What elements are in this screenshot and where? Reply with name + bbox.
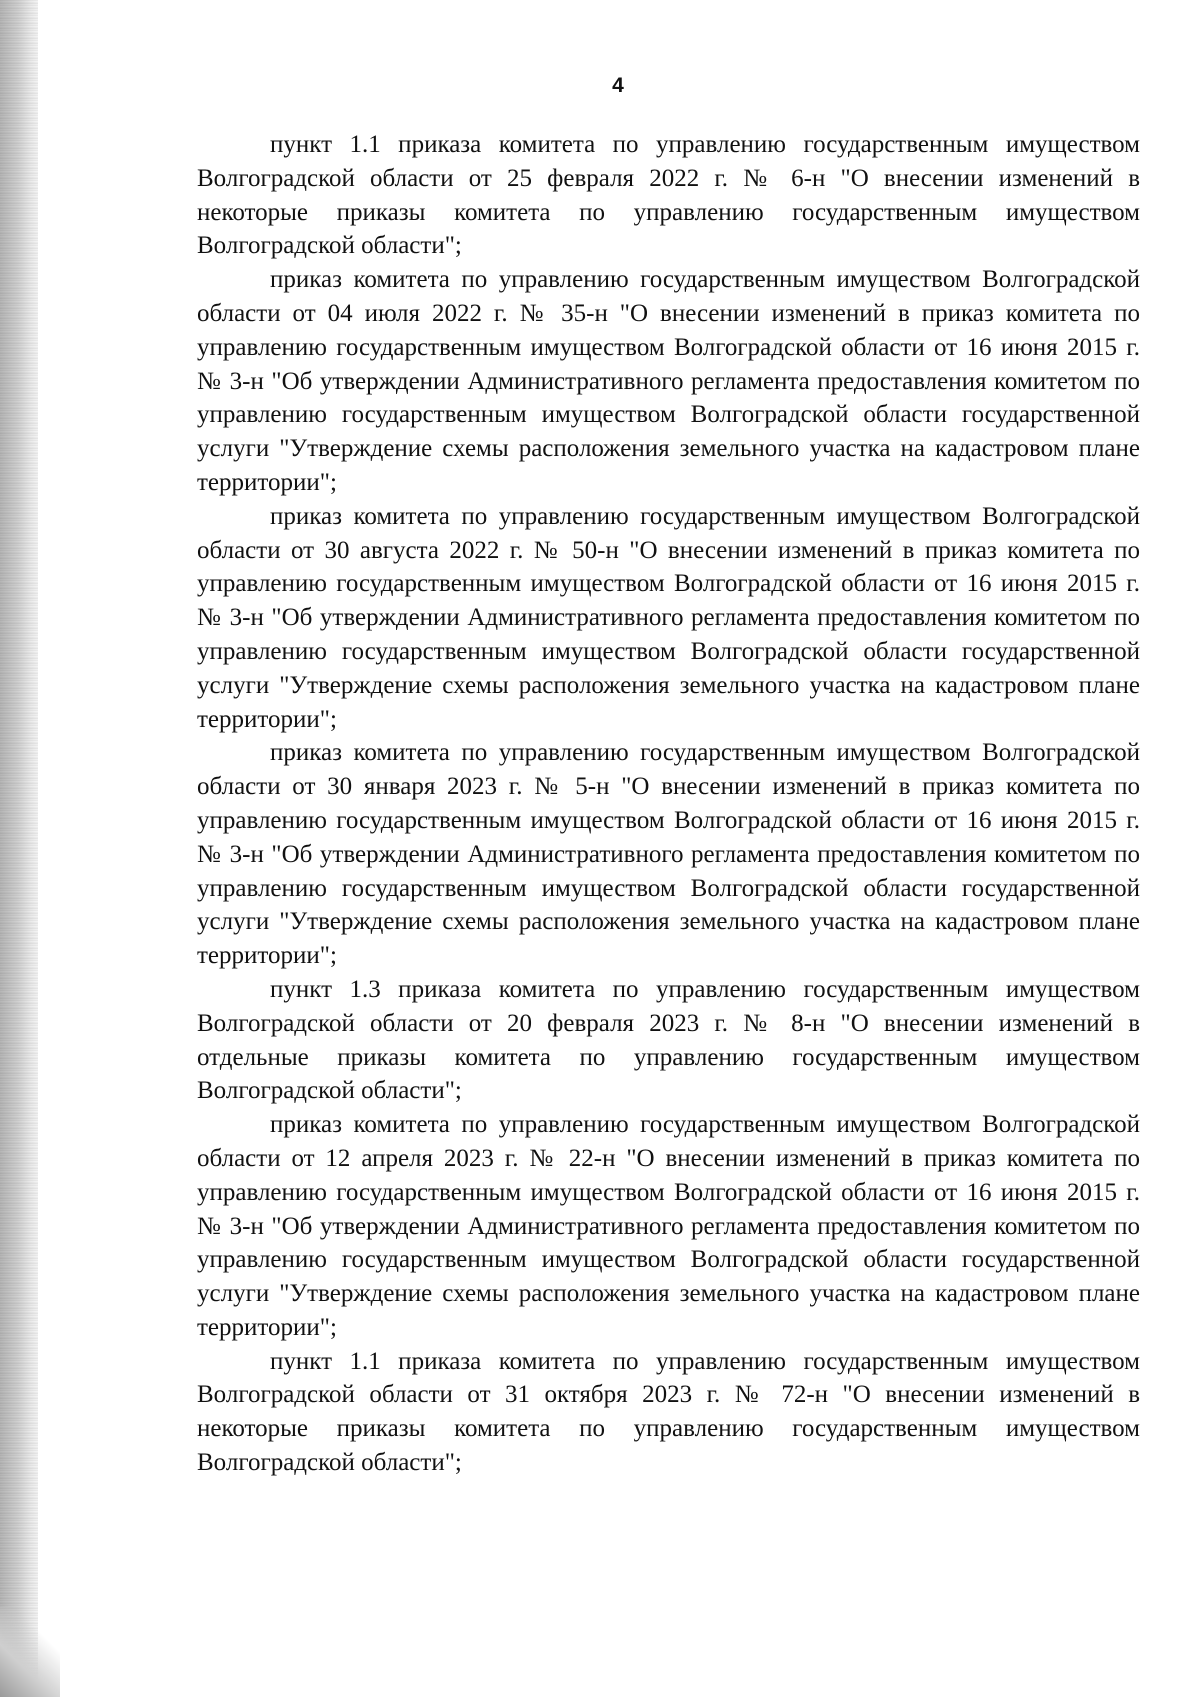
page-number: 4 [612, 74, 624, 97]
document-body [197, 128, 1140, 1480]
paragraph: пункт 1.1 приказа комитета по управлению государственным имуществом Волгоградской области от 25 февраля 2022 г. № 6-н "О внесении изменений в некоторые приказы комитета по управлению государственным имуществом Волгоградской области"; [197, 131, 1140, 260]
paragraph: приказ комитета по управлению государственным имуществом Волгоградской области от 30 января 2023 г. № 5-н "О внесении изменений в приказ комитета по управлению государственным имуществом Волгоградской области от 16 июня 2015 г. № 3-н "Об утверждении Административного регламента предоставления комитетом по управлению государственным имуществом Волгоградской области государственной услуги "Утверждение схемы расположения земельного участка на кадастровом плане территории"; [197, 739, 1140, 970]
scan-margin-shadow [0, 0, 38, 1697]
scan-corner-shadow [0, 1607, 60, 1697]
paragraph: приказ комитета по управлению государственным имуществом Волгоградской области от 30 августа 2022 г. № 50-н "О внесении изменений в приказ комитета по управлению государственным имуществом Волгоградской области от 16 июня 2015 г. № 3-н "Об утверждении Административного регламента предоставления комитетом по управлению государственным имуществом Волгоградской области государственной услуги "Утверждение схемы расположения земельного участка на кадастровом плане территории"; [197, 502, 1140, 733]
paragraph: пункт 1.1 приказа комитета по управлению государственным имуществом Волгоградской области от 31 октября 2023 г. № 72-н "О внесении изменений в некоторые приказы комитета по управлению государственным имуществом Волгоградской области"; [197, 1347, 1140, 1477]
paragraph: приказ комитета по управлению государственным имуществом Волгоградской области от 12 апреля 2023 г. № 22-н "О внесении изменений в приказ комитета по управлению государственным имуществом Волгоградской области от 16 июня 2015 г. № 3-н "Об утверждении Административного регламента предоставления комитетом по управлению государственным имуществом Волгоградской области государственной услуги "Утверждение схемы расположения земельного участка на кадастровом плане территории"; [197, 1111, 1140, 1341]
paragraph: пункт 1.3 приказа комитета по управлению государственным имуществом Волгоградской области от 20 февраля 2023 г. № 8-н "О внесении изменений в отдельные приказы комитета по управлению государственным имуществом Волгоградской области"; [197, 975, 1140, 1105]
paragraph: приказ комитета по управлению государственным имуществом Волгоградской области от 04 июля 2022 г. № 35-н "О внесении изменений в приказ комитета по управлению государственным имуществом Волгоградской области от 16 июня 2015 г. № 3-н "Об утверждении Административного регламента предоставления комитетом по управлению государственным имуществом Волгоградской области государственной услуги "Утверждение схемы расположения земельного участка на кадастровом плане территории"; [197, 266, 1140, 496]
